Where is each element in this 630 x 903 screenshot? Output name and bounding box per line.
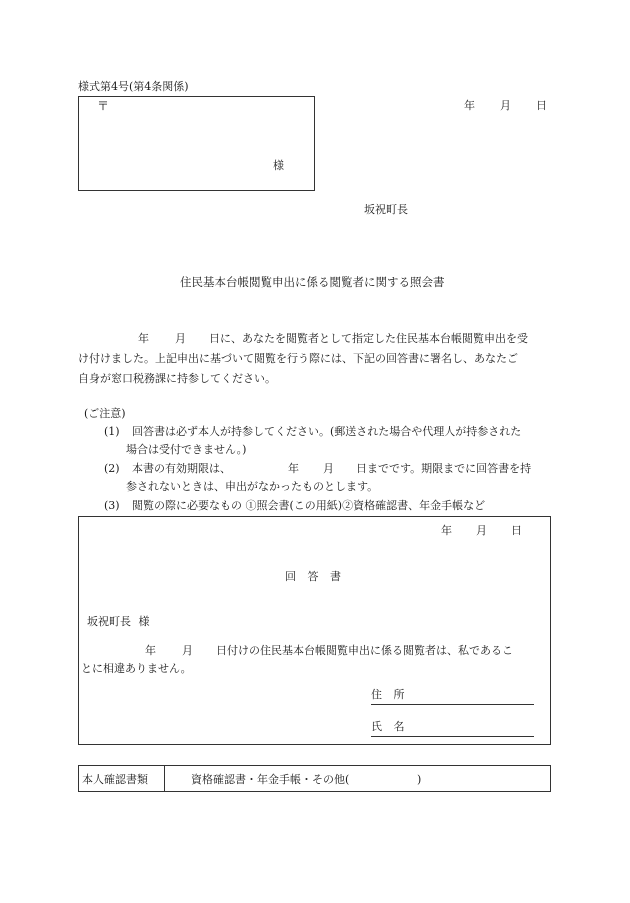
id-docs-table [78,765,551,792]
answer-text-line1: 日付けの住民基本台帳閲覧申出に係る閲覧者は、私であるこ [216,644,513,657]
body-line3: 自身が窓口税務課に持参してください。 [78,372,276,385]
date-month: 月 [500,99,511,112]
body-year: 年 [138,332,149,345]
note2-suffix: 日までです。期限までに回答書を持 [356,462,532,475]
note1-line2: 場合は受付できません。) [126,443,247,456]
answer-date-month: 月 [476,524,487,537]
note2-year: 年 [288,462,299,475]
answer-text-year: 年 [145,644,156,657]
note1-line1: 回答書は必ず本人が持参してください。(郵送された場合や代理人が持参された [132,425,522,438]
addressee-honorific: 様 [273,159,284,172]
document-title: 住民基本台帳閲覧申出に係る閲覧者に関する照会書 [180,275,445,289]
date-day: 日 [536,99,547,112]
sender: 坂祝町長 [364,203,408,216]
note2-number: (2) [104,462,120,475]
note3-number: (3) [104,499,120,512]
notes-heading: (ご注意) [84,407,126,420]
id-docs-divider [164,766,165,791]
postal-mark: 〒 [97,99,110,113]
note2-line2: 参されないときは、申出がなかったものとします。 [126,480,379,493]
note2-prefix: 本書の有効期限は、 [132,462,231,475]
id-docs-label: 本人確認書類 [82,773,148,786]
body-month: 月 [175,332,186,345]
note1-number: (1) [104,425,120,438]
body-line1: 日に、あなたを閲覧者として指定した住民基本台帳閲覧申出を受 [209,332,528,345]
name-field[interactable] [371,736,534,737]
answer-form [78,516,551,745]
answer-date-year: 年 [441,524,452,537]
address-box [78,96,315,191]
address-field[interactable] [371,704,534,705]
id-docs-close: ) [417,773,422,786]
name-label: 氏 名 [371,720,405,733]
body-line2: け付けました。上記申出に基づいて閲覧を行う際には、下記の回答書に署名し、あなたご [78,352,518,365]
id-docs-value: 資格確認書・年金手帳・その他( [191,773,350,786]
address-label: 住 所 [371,688,405,701]
answer-date-day: 日 [511,524,522,537]
answer-text-line2: とに相違ありません。 [81,662,192,675]
answer-text-month: 月 [182,644,193,657]
date-year: 年 [464,99,475,112]
answer-title: 回 答 書 [285,570,341,583]
note2-month: 月 [323,462,334,475]
answer-addressee: 坂祝町長 様 [87,615,150,628]
form-number: 様式第4号(第4条関係) [78,80,189,93]
note3-text: 閲覧の際に必要なもの ①照会書(この用紙)②資格確認書、年金手帳など [132,499,486,512]
